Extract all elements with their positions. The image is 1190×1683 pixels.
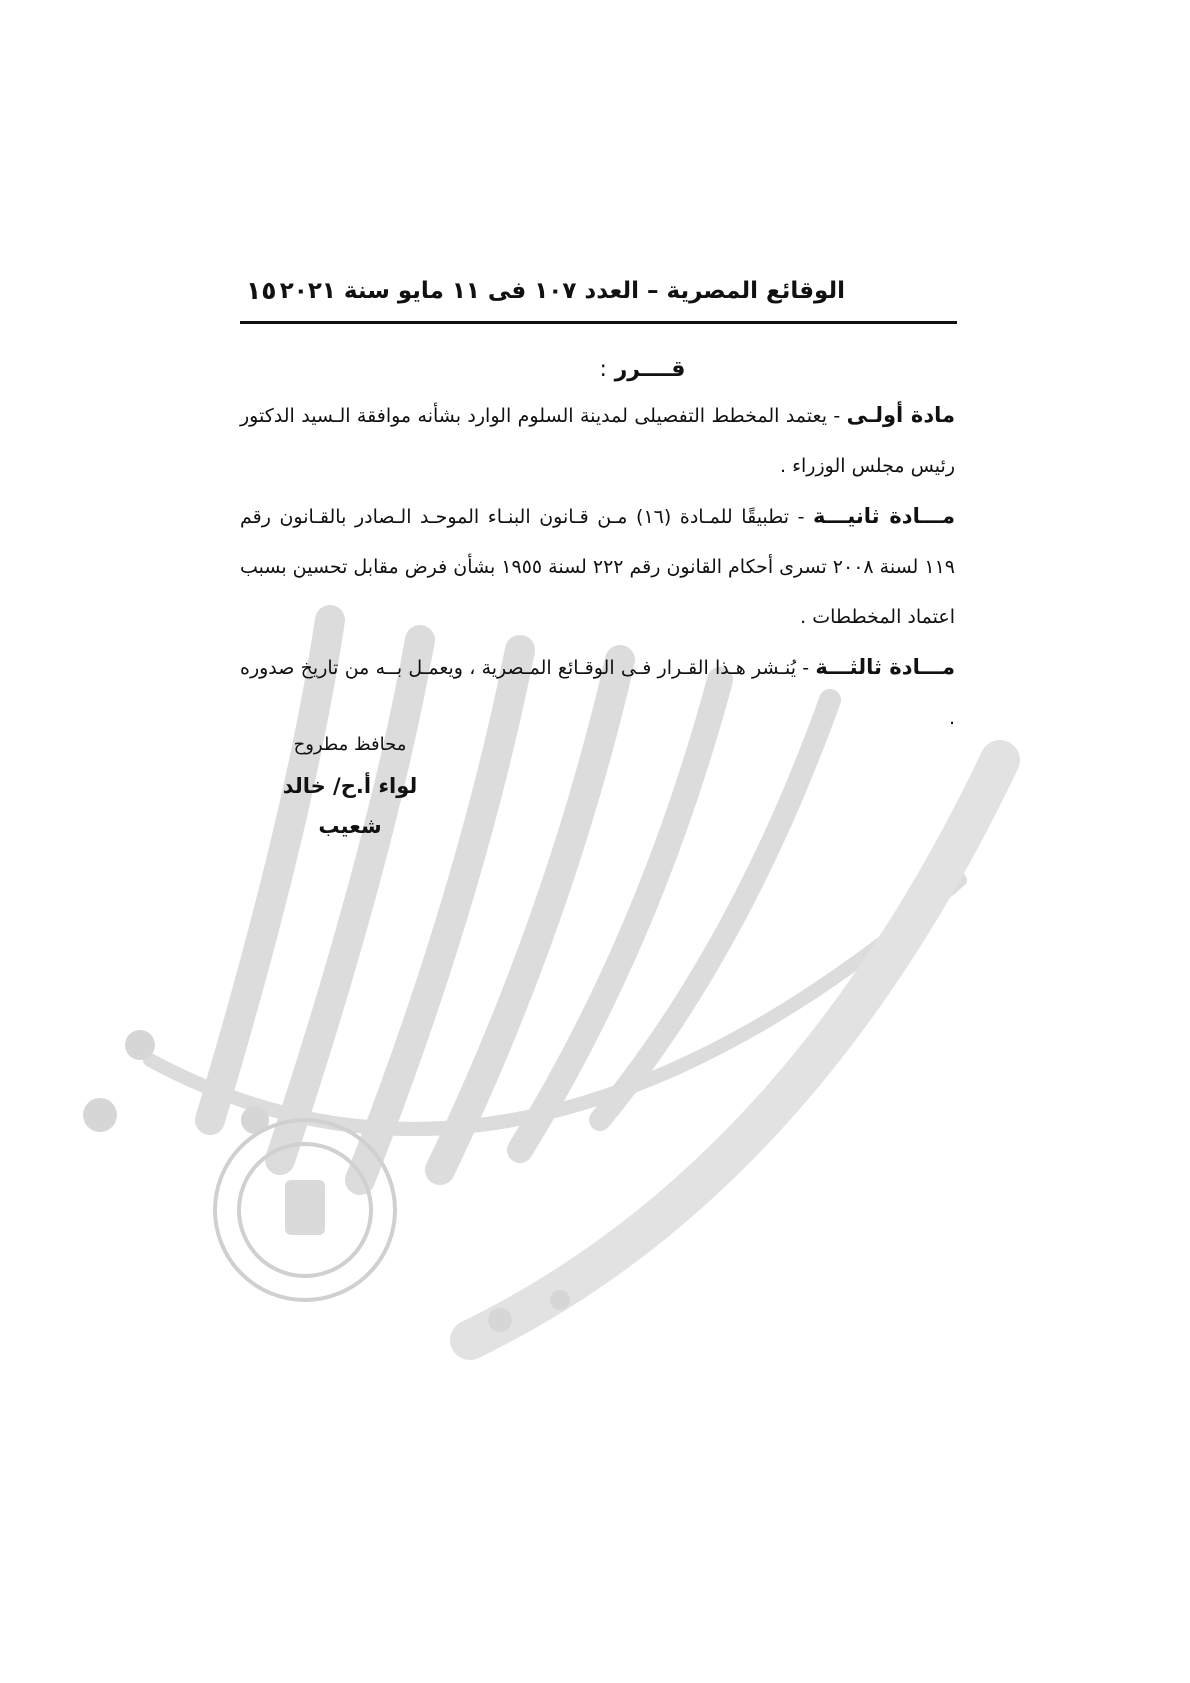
decree-heading-colon: : <box>599 357 607 382</box>
header-divider <box>240 321 957 324</box>
decree-heading-text: قــــرر <box>614 357 686 382</box>
header-title: الوقائع المصرية – العدد ١٠٧ فى ١١ مايو سنة ٢٠٢١ <box>279 278 845 304</box>
gazette-header <box>240 270 955 320</box>
signatory-title: محافظ مطروح <box>293 734 407 755</box>
decree-heading <box>240 350 955 390</box>
article-1-label: مادة أولـى <box>846 403 955 427</box>
article-1-text: - يعتمد المخطط التفصيلى لمدينة السلوم الوارد بشأنه موافقة الـسيد الدكتور رئيس مجلس الوزراء . <box>240 405 955 477</box>
article-1 <box>240 390 955 491</box>
decree-body <box>240 350 955 743</box>
signatory-name: لواء أ.ح/ خالد شعيب <box>282 774 418 838</box>
article-2-label: مـــادة ثانيـــة <box>813 504 955 528</box>
page-number: ١٥ <box>246 276 277 305</box>
signature-block <box>250 730 450 846</box>
article-3 <box>240 642 955 743</box>
article-2-text: - تطبيقًا للمـادة (١٦) مـن قـانون البنـاء الموحـد الـصادر بالقـانون رقم ١١٩ لسنة ٢٠٠٨ تسرى أحكام القانون رقم ٢٢٢ لسنة ١٩٥٥ بشأن فرض مقابل تحسين بسبب اعتماد المخططات . <box>240 506 955 628</box>
article-2 <box>240 491 955 642</box>
article-3-text: - يُنـشر هـذا القـرار فـى الوقـائع المـصرية ، ويعمـل بــه من تاريخ صدوره . <box>240 657 955 729</box>
article-3-label: مـــادة ثالثـــة <box>815 655 956 679</box>
